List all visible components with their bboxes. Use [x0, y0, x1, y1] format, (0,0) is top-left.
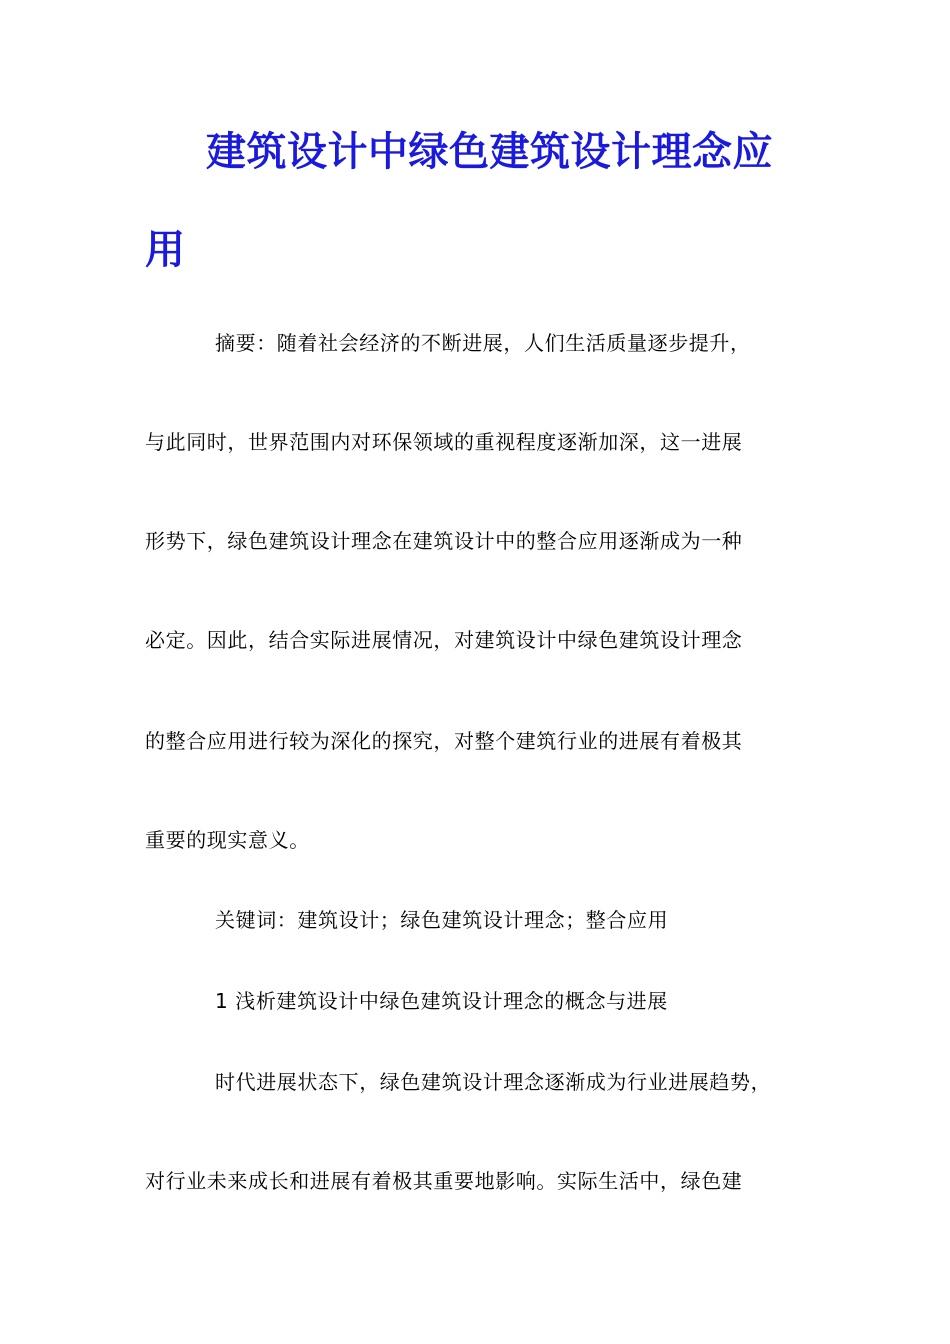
section-heading: 1 浅析建筑设计中绿色建筑设计理念的概念与进展: [215, 989, 668, 1013]
keywords-line: 关键词：建筑设计；绿色建筑设计理念；整合应用: [215, 908, 669, 932]
abstract-line-2: 与此同时，世界范围内对环保领域的重视程度逐渐加深，这一进展: [145, 430, 743, 454]
document-title-line-1: 建筑设计中绿色建筑设计理念应: [206, 128, 773, 175]
body-line-2: 对行业未来成长和进展有着极其重要地影响。实际生活中，绿色建: [145, 1169, 743, 1193]
abstract-line-5: 的整合应用进行较为深化的探究，对整个建筑行业的进展有着极其: [145, 729, 743, 753]
abstract-line-1: 摘要：随着社会经济的不断进展，人们生活质量逐步提升，: [215, 331, 751, 355]
abstract-line-4: 必定。因此，结合实际进展情况，对建筑设计中绿色建筑设计理念: [145, 628, 743, 652]
document-title-line-2: 用: [145, 226, 185, 273]
abstract-line-6: 重要的现实意义。: [145, 828, 310, 852]
body-line-1: 时代进展状态下，绿色建筑设计理念逐渐成为行业进展趋势，: [215, 1070, 772, 1094]
abstract-line-3: 形势下，绿色建筑设计理念在建筑设计中的整合应用逐渐成为一种: [145, 529, 743, 553]
